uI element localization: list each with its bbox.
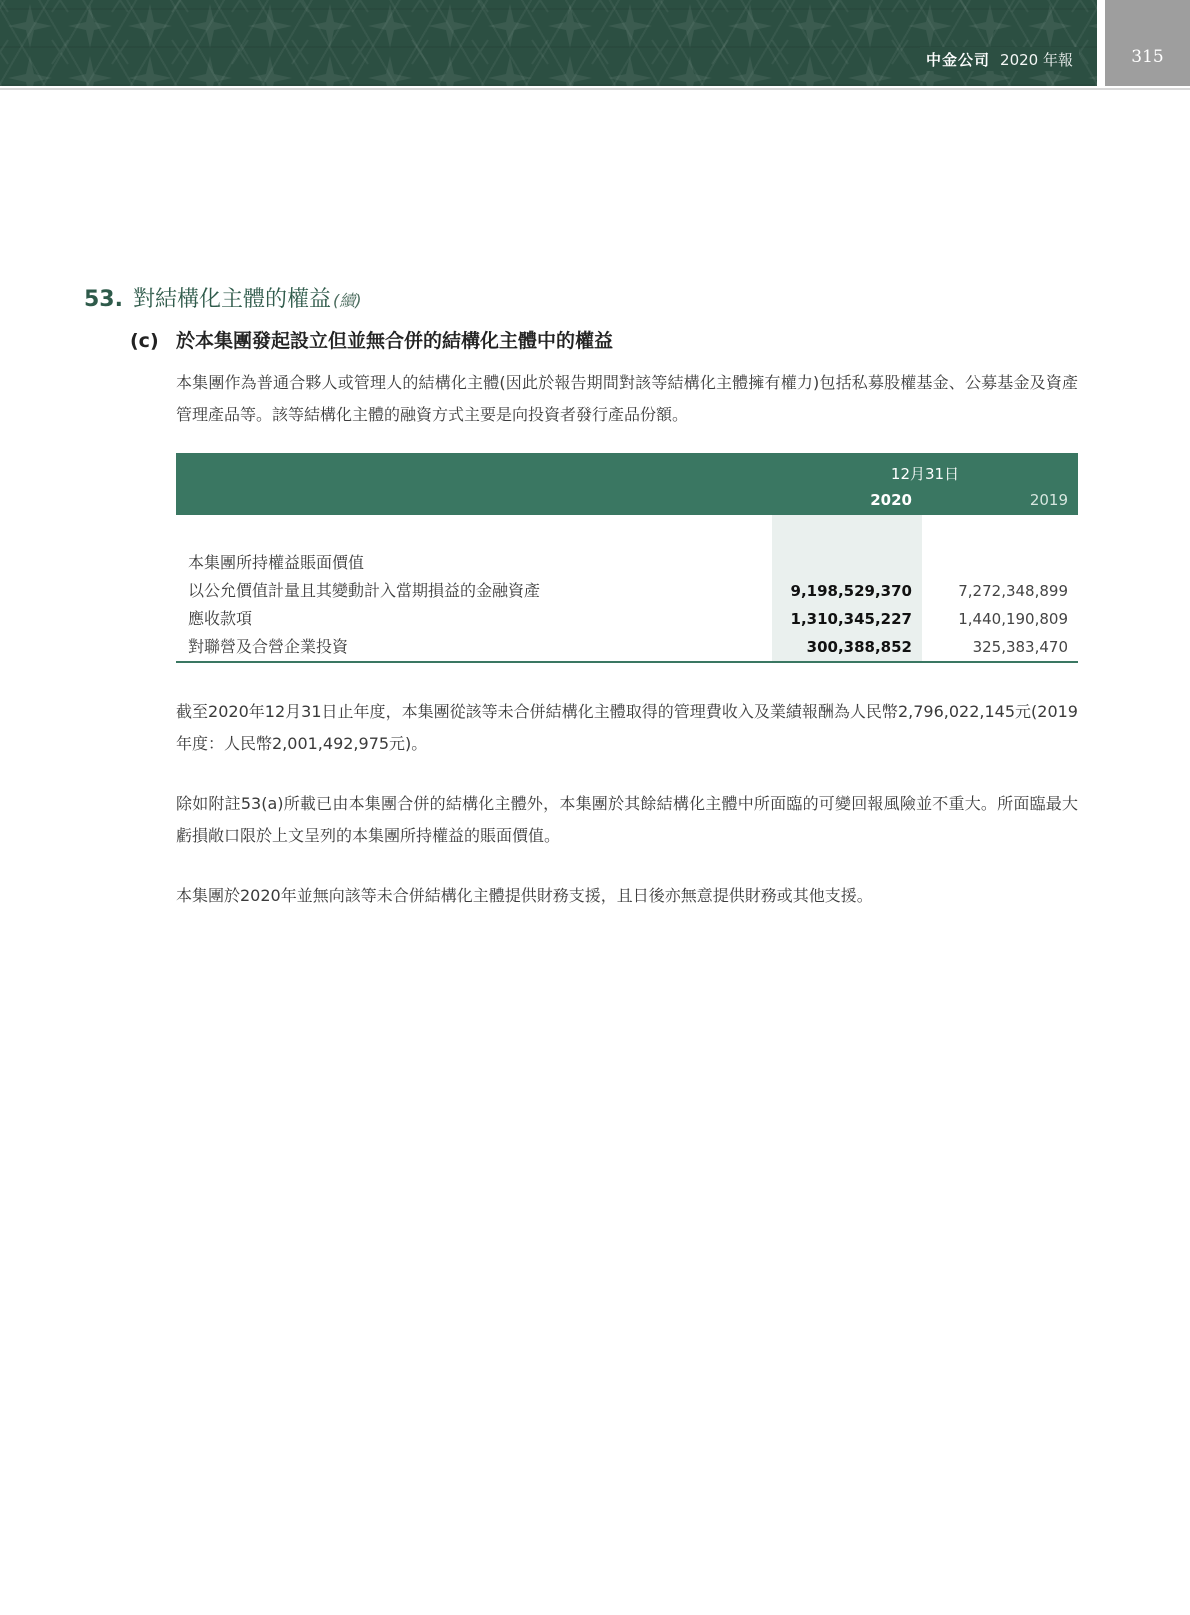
report-name: 2020 年報 <box>1000 50 1073 69</box>
report-title <box>920 47 1079 71</box>
subsection-title: 於本集團發起設立但並無合併的結構化主體中的權益 <box>176 330 614 352</box>
group-label: 本集團所持權益賬面價值 <box>188 553 365 572</box>
section-number: 53. <box>84 287 123 312</box>
year-prior-header: 2019 <box>1029 491 1068 509</box>
section-title: 對結構化主體的權益 <box>132 287 331 312</box>
row-label: 對聯營及合營企業投資 <box>188 637 349 656</box>
row-value-current: 300,388,852 <box>806 638 912 656</box>
risk-paragraph: 除如附註53(a)所載已由本集團合併的結構化主體外，本集團於其餘結構化主體中所面臨的可變回報風險並不重大。所面臨最大虧損敞口限於上文呈列的本集團所持權益的賬面價值。 <box>176 794 1078 845</box>
page-number-box <box>1105 0 1190 86</box>
fees-paragraph: 截至2020年12月31日止年度，本集團從該等未合併結構化主體取得的管理費收入及業績報酬為人民幣2,796,022,145元(2019年度：人民幣2,001,492,975元)。 <box>176 702 1078 753</box>
continued-note: (續) <box>333 291 362 310</box>
intro-paragraph: 本集團作為普通合夥人或管理人的結構化主體(因此於報告期間對該等結構化主體擁有權力)包括私募股權基金、公募基金及資產管理產品等。該等結構化主體的融資方式主要是向投資者發行產品份額。 <box>176 373 1078 424</box>
subsection-heading <box>130 326 613 353</box>
table-row <box>176 577 1078 605</box>
page-number: 315 <box>1131 47 1164 67</box>
company-name: 中金公司 <box>926 50 991 69</box>
header-divider <box>0 88 1190 90</box>
subsection-label: (c) <box>130 330 159 352</box>
interest-table <box>176 453 1078 663</box>
support-paragraph: 本集團於2020年並無向該等未合併結構化主體提供財務支援，且日後亦無意提供財務或其他支援。 <box>176 886 873 905</box>
row-label: 應收款項 <box>188 609 253 628</box>
section-heading <box>84 282 362 313</box>
row-value-current: 9,198,529,370 <box>790 582 912 600</box>
row-value-current: 1,310,345,227 <box>790 610 912 628</box>
table-row <box>176 633 1078 661</box>
table-bottom-rule <box>176 661 1078 663</box>
year-current-header: 2020 <box>870 491 912 509</box>
row-value-prior: 7,272,348,899 <box>958 582 1068 600</box>
row-label: 以公允價值計量且其變動計入當期損益的金融資產 <box>188 581 541 600</box>
row-value-prior: 1,440,190,809 <box>958 610 1068 628</box>
table-group-row <box>176 549 1078 577</box>
date-header: 12月31日 <box>890 465 960 483</box>
table-row <box>176 605 1078 633</box>
row-value-prior: 325,383,470 <box>972 638 1068 656</box>
banner-pattern <box>0 0 1097 86</box>
header-banner <box>0 0 1097 86</box>
table-header <box>176 453 1078 515</box>
